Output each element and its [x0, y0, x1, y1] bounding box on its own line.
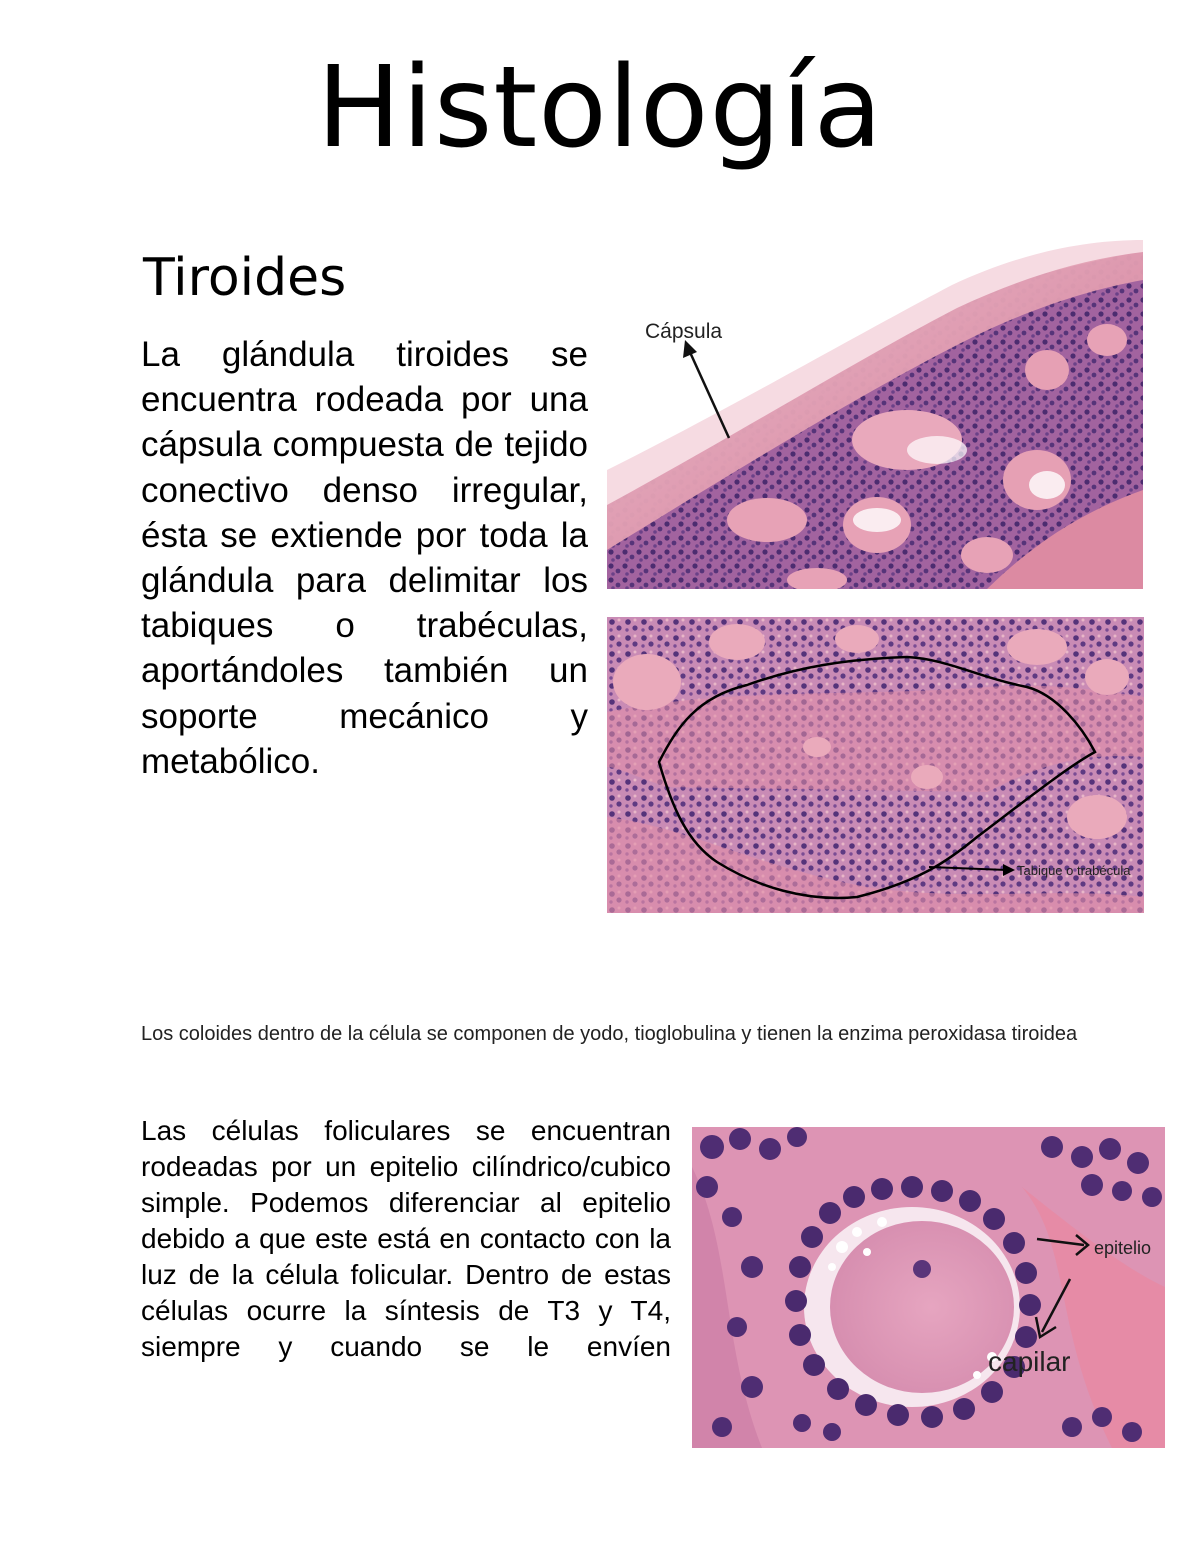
follicle-micrograph	[692, 1127, 1165, 1448]
follicle-micrograph-image	[692, 1127, 1165, 1448]
trabecula-micrograph	[607, 617, 1144, 913]
document-title: Histología	[316, 43, 884, 173]
trabecula-label: Tabique o trabécula	[1017, 863, 1131, 878]
section-heading: Tiroides	[143, 248, 347, 308]
capsule-micrograph-image	[607, 240, 1143, 589]
intro-paragraph: La glándula tiroides se encuentra rodeada por una cápsula compuesta de tejido conectivo denso irregular, ésta se extiende por toda la glándula para delimitar los tabiques o trabéculas, aportándoles también un soporte mecánico y metabólico.	[141, 335, 588, 781]
follicular-paragraph: Las células foliculares se encuentran rodeadas por un epitelio cilíndrico/cubico simple. Podemos diferenciar al epitelio debido a que este está en contacto con la luz de la célula folicular. Dentro de estas células ocurre la síntesis de T3 y T4, siempre y cuando se le envíen	[141, 1115, 671, 1362]
capillary-label: capilar	[988, 1346, 1071, 1377]
capsule-label: Cápsula	[645, 320, 723, 343]
capsule-micrograph	[607, 240, 1143, 589]
epithelium-label: epitelio	[1094, 1238, 1152, 1258]
trabecula-micrograph-image	[607, 617, 1144, 913]
colloid-note: Los coloides dentro de la célula se componen de yodo, tioglobulina y tienen la enzima peroxidasa tiroidea	[141, 1023, 1078, 1045]
